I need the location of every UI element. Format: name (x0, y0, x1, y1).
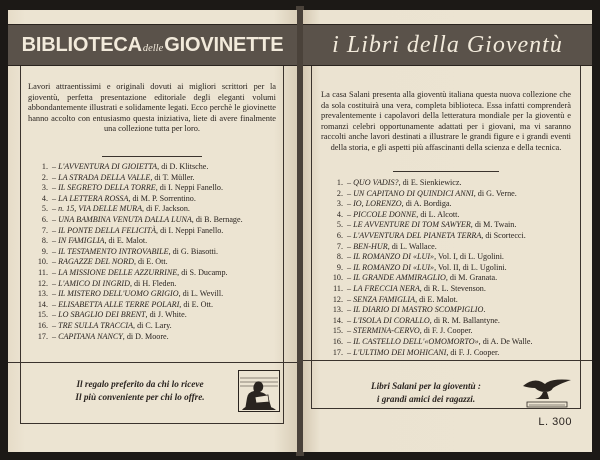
book-title: IO, LORENZO (353, 199, 402, 209)
book-author: , Vol. I, di L. Ugolini. (434, 252, 504, 262)
book-author: , di M. Twain. (470, 220, 517, 230)
left-slogan-line-2: Il più conveniente per chi lo offre. (75, 391, 205, 402)
right-divider (393, 171, 499, 172)
book-list-item: 11. – LA MISSIONE DELLE AZZURRINE, di S. Ducamp. (34, 268, 278, 279)
book-author: , di M. P. Sorrentino. (128, 193, 196, 203)
book-number: 7. (41, 225, 48, 235)
book-author: , di J. White. (145, 310, 187, 320)
book-number: 6. (336, 230, 343, 240)
book-title: IL GRANDE AMMIRAGLIO (353, 273, 446, 283)
book-number: 12. (332, 294, 343, 304)
book-author: , di L. Wallace. (387, 241, 437, 251)
book-title: IL TESTAMENTO INTROVABILE (58, 246, 169, 256)
book-list-item: 8. – IL ROMANZO DI «LUI», Vol. I, di L. Ugolini. (329, 252, 577, 263)
book-number: 2. (41, 172, 48, 182)
book-author: , di E. Ott. (179, 299, 213, 309)
book-number: 2. (336, 188, 343, 198)
book-title: L'AVVENTURA DI GIOIETTA (58, 162, 158, 171)
book-author: , di F. J. Cooper. (419, 326, 473, 336)
book-title: TRE SULLA TRACCIA (58, 320, 134, 330)
book-list-item: 6. – UNA BAMBINA VENUTA DALLA LUNA, di B. Bernage. (34, 215, 278, 226)
book-author: , di D. Moore. (122, 331, 169, 341)
book-number: 8. (336, 252, 343, 262)
book-author: , di I. Neppi Fanello. (156, 225, 224, 235)
book-number: 17. (37, 331, 48, 341)
book-list-item: 4. – LA LETTERA ROSSA, di M. P. Sorrentino. (34, 194, 278, 205)
book-number: 13. (37, 289, 48, 299)
book-title: RAGAZZE DEL NORD (58, 257, 134, 267)
book-author: , di G. Verne. (473, 188, 517, 198)
book-title: n. 15, VIA DELLE MURA (58, 204, 143, 214)
book-title: IL ROMANZO DI «LUI» (353, 262, 435, 272)
book-author: , di I. Neppi Fanello. (155, 183, 223, 193)
book-author: , di E. Malot. (415, 294, 458, 304)
book-author: , di M. Granata. (445, 273, 498, 283)
left-slogan-line-1: Il regalo preferito da chi lo riceve (76, 379, 204, 389)
right-slogan-line-2: i grandi amici dei ragazzi. (376, 393, 476, 404)
book-number: 1. (336, 178, 343, 187)
book-title: IL MISTERO DELL'UOMO GRIGIO (58, 289, 179, 299)
book-list-item: 7. – BEN-HUR, di L. Wallace. (329, 242, 577, 253)
banner-word-delle: delle (142, 42, 164, 54)
book-author: , di F. Jackson. (142, 204, 190, 214)
book-title: LA FRECCIA NERA (353, 283, 420, 293)
book-list-item: 13. – IL DIARIO DI MASTRO SCOMPIGLIO. (329, 305, 577, 316)
book-number: 13. (332, 305, 343, 315)
book-title: L'AVVENTURA DEL PIANETA TERRA (353, 230, 482, 240)
book-author: , di E. Sienkiewicz. (398, 178, 462, 187)
right-intro-text: La casa Salani presenta alla gioventù italiana questa nuova collezione che da sola costituirà una vera, completa biblioteca. Essa infatti comprenderà prevalentemente i capolavori della letteratura mondiale per la gioventù e romanzi celebri opportunamente adattati per i giovani, ma vi saranno raccolti anche lavori destinati a illustrare le grandi figure e i grandi eventi della storia, e gli aspetti più affascinanti della scienza e della tecnica. (321, 90, 571, 152)
book-number: 16. (37, 320, 48, 330)
left-page (8, 10, 297, 452)
book-list-item: 16. – IL CASTELLO DELL'«OMOMORTO», di A. De Walle. (329, 337, 577, 348)
book-list-item: 6. – L'AVVENTURA DEL PIANETA TERRA, di Scortecci. (329, 231, 577, 242)
left-banner-title (22, 34, 284, 57)
book-number: 16. (332, 336, 343, 346)
book-number: 3. (41, 183, 48, 193)
book-title: LA LETTERA ROSSA (58, 193, 129, 203)
book-list-item: 12. – L'AMICO DI INGRID, di H. Fleden. (34, 279, 278, 290)
book-author: , di R. M. Ballantyne. (429, 315, 500, 325)
book-author: , di A. Bordiga. (401, 199, 452, 209)
book-list-item: 8. – IN FAMIGLIA, di E. Malot. (34, 236, 278, 247)
book-list-item: 4. – PICCOLE DONNE, di L. Alcott. (329, 210, 577, 221)
book-list-item: 12. – SENZA FAMIGLIA, di E. Malot. (329, 295, 577, 306)
book-list-item: 2. – LA STRADA DELLA VALLE, di T. Müller. (34, 173, 278, 184)
book-list-item: 15. – LO SBAGLIO DEI BRENT, di J. White. (34, 310, 278, 321)
book-number: 8. (41, 236, 48, 246)
flying-bird-vignette-icon (521, 372, 573, 408)
book-author: , di S. Ducamp. (177, 267, 228, 277)
book-author: , di Scortecci. (481, 230, 526, 240)
book-title: QUO VADIS? (353, 178, 399, 187)
book-number: 4. (336, 209, 343, 219)
book-title: IL CASTELLO DELL'«OMOMORTO» (353, 336, 479, 346)
book-list-item: 10. – RAGAZZE DEL NORD, di E. Ott. (34, 257, 278, 268)
book-title: SENZA FAMIGLIA (353, 294, 416, 304)
book-list-item: 5. – n. 15, VIA DELLE MURA, di F. Jackson. (34, 204, 278, 215)
right-slogan (321, 380, 531, 405)
book-number: 1. (41, 162, 48, 171)
left-divider (102, 156, 202, 157)
book-author: , di E. Malot. (104, 236, 148, 246)
book-list-item: 1. – QUO VADIS?, di E. Sienkiewicz. (329, 178, 577, 189)
right-book-list (329, 178, 577, 358)
book-author: , di F. J. Cooper. (446, 347, 500, 357)
book-number: 10. (37, 257, 48, 267)
right-bottom-rule (303, 360, 592, 361)
book-title: CAPITANA NANCY (58, 331, 123, 341)
book-number: 7. (336, 241, 343, 251)
book-number: 6. (41, 214, 48, 224)
book-number: 3. (336, 199, 343, 209)
book-list-item: 1. – L'AVVENTURA DI GIOIETTA, di D. Klitsche. (34, 162, 278, 173)
book-title: LO SBAGLIO DEI BRENT (58, 310, 146, 320)
book-list-item: 11. – LA FRECCIA NERA, di R. L. Stevenson. (329, 284, 577, 295)
book-author: , di A. De Walle. (478, 336, 533, 346)
book-list-item: 5. – LE AVVENTURE DI TOM SAWYER, di M. Twain. (329, 220, 577, 231)
book-author: , di G. Biasotti. (168, 246, 219, 256)
book-list-item: 16. – TRE SULLA TRACCIA, di C. Lary. (34, 321, 278, 332)
book-list-item: 13. – IL MISTERO DELL'UOMO GRIGIO, di L. Wevill. (34, 289, 278, 300)
left-bottom-rule (8, 362, 297, 363)
price-label: L. 300 (538, 416, 572, 428)
book-list-item: 17. – L'ULTIMO DEI MOHICANI, di F. J. Cooper. (329, 348, 577, 359)
book-author: , di L. Alcott. (416, 209, 460, 219)
book-list-item: 10. – IL GRANDE AMMIRAGLIO, di M. Granata. (329, 273, 577, 284)
book-list-item: 9. – IL TESTAMENTO INTROVABILE, di G. Biasotti. (34, 247, 278, 258)
book-number: 15. (332, 326, 343, 336)
book-title: UN CAPITANO DI QUINDICI ANNI (353, 188, 474, 198)
book-author: , di H. Fleden. (129, 278, 177, 288)
book-author: , di L. Wevill. (178, 289, 224, 299)
book-list-item: 3. – IL SEGRETO DELLA TORRE, di I. Neppi Fanello. (34, 183, 278, 194)
book-title: LA STRADA DELLA VALLE (58, 172, 151, 182)
book-author: , di E. Ott. (133, 257, 168, 267)
book-number: 17. (332, 347, 343, 357)
book-title: IL DIARIO DI MASTRO SCOMPIGLIO (353, 305, 484, 315)
book-number: 12. (37, 278, 48, 288)
book-number: 15. (37, 310, 48, 320)
left-book-list (34, 162, 278, 342)
book-list-item: 14. – ELISABETTA ALLE TERRE POLARI, di E. Ott. (34, 300, 278, 311)
reading-girl-vignette-icon (238, 370, 280, 412)
book-title: PICCOLE DONNE (353, 209, 417, 219)
book-title: IL ROMANZO DI «LUI» (353, 252, 435, 262)
right-banner (303, 24, 592, 66)
banner-word-giovinette: GIOVINETTE (164, 33, 284, 56)
book-number: 14. (332, 315, 343, 325)
book-title: ELISABETTA ALLE TERRE POLARI (58, 299, 180, 309)
book-number: 5. (41, 204, 48, 214)
book-list-item: 15. – STERMINA-CERVO, di F. J. Cooper. (329, 326, 577, 337)
banner-word-biblioteca: BIBLIOTECA (21, 33, 142, 56)
book-title: L'ULTIMO DEI MOHICANI (353, 347, 447, 357)
book-title: UNA BAMBINA VENUTA DALLA LUNA (58, 214, 192, 224)
book-title: IL SEGRETO DELLA TORRE (58, 183, 156, 193)
book-number: 4. (41, 193, 48, 203)
book-number: 14. (37, 299, 48, 309)
book-author: , di C. Lary. (133, 320, 172, 330)
left-banner (8, 24, 297, 66)
book-author: , di D. Klitsche. (157, 162, 209, 171)
right-page (303, 10, 592, 452)
book-author: . (483, 305, 486, 315)
book-list-item: 17. – CAPITANA NANCY, di D. Moore. (34, 332, 278, 343)
book-list-item: 7. – IL PONTE DELLA FELICITÀ, di I. Neppi Fanello. (34, 226, 278, 237)
book-number: 11. (333, 283, 343, 293)
book-author: , di B. Bernage. (191, 214, 243, 224)
book-number: 9. (41, 246, 48, 256)
book-title: IN FAMIGLIA (58, 236, 105, 246)
right-banner-title: i Libri della Gioventù (332, 31, 563, 58)
book-author: , di T. Müller. (150, 172, 195, 182)
book-title: IL PONTE DELLA FELICITÀ (58, 225, 157, 235)
book-list-item: 14. – L'ISOLA DI CORALLO, di R. M. Ballantyne. (329, 316, 577, 327)
book-title: L'ISOLA DI CORALLO (353, 315, 430, 325)
book-number: 10. (332, 273, 343, 283)
book-title: BEN-HUR (353, 241, 388, 251)
book-number: 9. (336, 262, 343, 272)
right-slogan-line-1: Libri Salani per la gioventù : (370, 381, 481, 391)
book-title: LA MISSIONE DELLE AZZURRINE (58, 267, 178, 277)
book-list-item: 2. – UN CAPITANO DI QUINDICI ANNI, di G. Verne. (329, 189, 577, 200)
book-title: L'AMICO DI INGRID (58, 278, 130, 288)
book-title: LE AVVENTURE DI TOM SAWYER (353, 220, 471, 230)
left-slogan (30, 378, 250, 403)
book-title: STERMINA-CERVO (353, 326, 420, 336)
left-intro-text: Lavori attraentissimi e originali dovuti ai migliori scrittori per la gioventù, perfetta presentazione editoriale degli eleganti volumi abbondantemente illustrati e solidamente legati. Ecco perchè le giovinette hanno accolto con entusiasmo questa iniziativa, liete di avere finalmente una collezione tutta per loro. (28, 82, 276, 134)
book-author: , Vol. II, di L. Ugolini. (434, 262, 507, 272)
book-author: , di R. L. Stevenson. (419, 283, 486, 293)
book-list-item: 3. – IO, LORENZO, di A. Bordiga. (329, 199, 577, 210)
book-list-item: 9. – IL ROMANZO DI «LUI», Vol. II, di L. Ugolini. (329, 263, 577, 274)
book-number: 5. (336, 220, 343, 230)
book-number: 11. (38, 267, 48, 277)
